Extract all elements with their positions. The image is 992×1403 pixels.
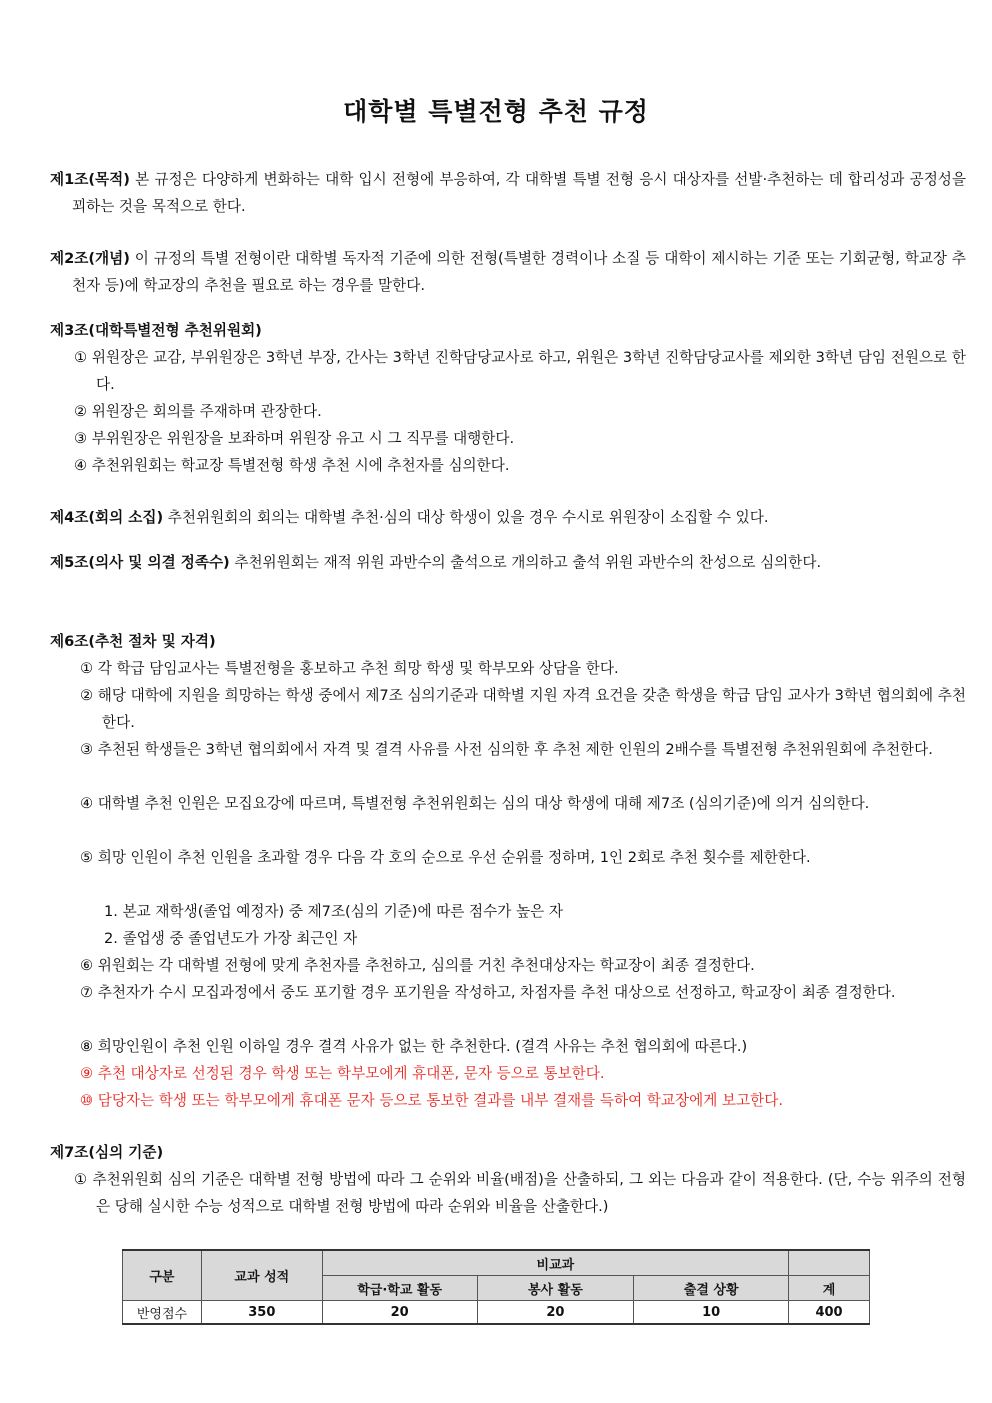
article-3-item: ④ 추천위원회는 학교장 특별전형 학생 추천 시에 추천자를 심의한다. [74, 457, 510, 474]
article-6-item: ④ 대학별 추천 인원은 모집요강에 따르며, 특별전형 추천위원회는 심의 대상 학생에 대해 제7조 (심의기준)에 의거 심의한다. [80, 795, 870, 812]
document-title: 대학별 특별전형 추천 규정 [343, 97, 649, 126]
table-header-nonsubject: 비교과 [322, 1250, 788, 1276]
article-3-item: ③ 부위원장은 위원장을 보좌하며 위원장 유고 시 그 직무를 대행한다. [74, 430, 515, 447]
article-6-item-highlight: ⑩ 담당자는 학생 또는 학부모에게 휴대폰 문자 등으로 통보한 결과를 내부 결재를 득하여 학교장에게 보고한다. [80, 1092, 783, 1109]
article-6-item: ⑤ 희망 인원이 추천 인원을 초과할 경우 다음 각 호의 순으로 우선 순위를 정하며, 1인 2회로 추천 횟수를 제한한다. [80, 849, 811, 866]
article-6-subitem: 1. 본교 재학생(졸업 예정자) 중 제7조(심의 기준)에 따른 점수가 높은 자 [104, 903, 563, 920]
article-4-text: 추천위원회의 회의는 대학별 추천·심의 대상 학생이 있을 경우 수시로 위원장이 소집할 수 있다. [163, 509, 769, 526]
table-cell: 350 [201, 1301, 322, 1325]
article-3-item: ① 위원장은 교감, 부위원장은 3학년 부장, 간사는 3학년 진학담당교사로 하고, 위원은 3학년 진학담당교사를 제외한 3학년 담임 전원으로 한다. [74, 349, 966, 393]
table-cell: 20 [477, 1301, 634, 1325]
article-2-text: 이 규정의 특별 전형이란 대학별 독자적 기준에 의한 전형(특별한 경력이나 소질 등 대학이 제시하는 기준 또는 기회균형, 학교장 추천자 등)에 학교장의 추천을 필요로 하는 경우를 말한다. [72, 250, 966, 294]
table-cell: 10 [634, 1301, 789, 1325]
article-6-item: ③ 추천된 학생들은 3학년 협의회에서 자격 및 결격 사유를 사전 심의한 후 추천 제한 인원의 2배수를 특별전형 추천위원회에 추천한다. [80, 741, 933, 758]
article-4-heading: 제4조(회의 소집) [50, 509, 164, 526]
article-2-heading: 제2조(개념) [50, 250, 130, 267]
article-3-item: ② 위원장은 회의를 주재하며 관장한다. [74, 403, 322, 420]
article-6-item: ① 각 학급 담임교사는 특별전형을 홍보하고 추천 희망 학생 및 학부모와 상담을 한다. [80, 660, 619, 677]
article-5-heading: 제5조(의사 및 의결 정족수) [50, 554, 230, 571]
table-row [123, 1301, 870, 1325]
table-header-total: 계 [789, 1276, 870, 1301]
article-6-subitem: 2. 졸업생 중 졸업년도가 가장 최근인 자 [104, 930, 358, 947]
article-7-heading: 제7조(심의 기준) [50, 1144, 164, 1161]
article-6-heading: 제6조(추천 절차 및 자격) [50, 633, 216, 650]
table-cell-label: 반영점수 [123, 1301, 202, 1325]
table-header-activity: 학급·학교 활동 [322, 1276, 477, 1301]
article-6-item: ② 해당 대학에 지원을 희망하는 학생 중에서 제7조 심의기준과 대학별 지원 자격 요건을 갖춘 학생을 학급 담임 교사가 3학년 협의회에 추천한다. [80, 687, 966, 731]
article-5-text: 추천위원회는 재적 위원 과반수의 출석으로 개의하고 출석 위원 과반수의 찬성으로 심의한다. [229, 554, 822, 571]
article-6-heading-row [50, 628, 944, 655]
article-6-item: ⑦ 추천자가 수시 모집과정에서 중도 포기할 경우 포기원을 작성하고, 차점자를 추천 대상으로 선정하고, 학교장이 최종 결정한다. [80, 984, 896, 1001]
article-5 [50, 549, 966, 576]
score-table [122, 1249, 870, 1325]
table-header-subject: 교과 성적 [201, 1250, 322, 1301]
table-cell: 20 [322, 1301, 477, 1325]
article-1 [50, 166, 966, 220]
article-3-heading-row [50, 317, 944, 344]
table-header-blank [789, 1250, 870, 1276]
article-2 [50, 245, 966, 299]
table-header-volunteer: 봉사 활동 [477, 1276, 634, 1301]
table-header-group: 구분 [123, 1250, 202, 1301]
article-1-heading: 제1조(목적) [50, 171, 130, 188]
article-4 [50, 504, 944, 531]
article-7-item: ① 추천위원회 심의 기준은 대학별 전형 방법에 따라 그 순위와 비율(배점)을 산출하되, 그 외는 다음과 같이 적용한다. (단, 수능 위주의 전형은 당해 실시한 수능 성적으로 대학별 전형 방법에 따라 순위와 비율을 산출한다.) [74, 1171, 966, 1215]
table-header-attendance: 출결 상황 [634, 1276, 789, 1301]
table-cell: 400 [789, 1301, 870, 1325]
article-6-item: ⑥ 위원회는 각 대학별 전형에 맞게 추천자를 추천하고, 심의를 거친 추천대상자는 학교장이 최종 결정한다. [80, 957, 755, 974]
article-3-heading: 제3조(대학특별전형 추천위원회) [50, 322, 262, 339]
article-6-item-highlight: ⑨ 추천 대상자로 선정된 경우 학생 또는 학부모에게 휴대폰, 문자 등으로 통보한다. [80, 1065, 605, 1082]
article-7-heading-row [50, 1139, 944, 1166]
article-6-item: ⑧ 희망인원이 추천 인원 이하일 경우 결격 사유가 없는 한 추천한다. (결격 사유는 추천 협의회에 따른다.) [80, 1038, 748, 1055]
article-1-text: 본 규정은 다양하게 변화하는 대학 입시 전형에 부응하여, 각 대학별 특별 전형 응시 대상자를 선발·추천하는 데 합리성과 공정성을 꾀하는 것을 목적으로 한다. [72, 171, 966, 215]
